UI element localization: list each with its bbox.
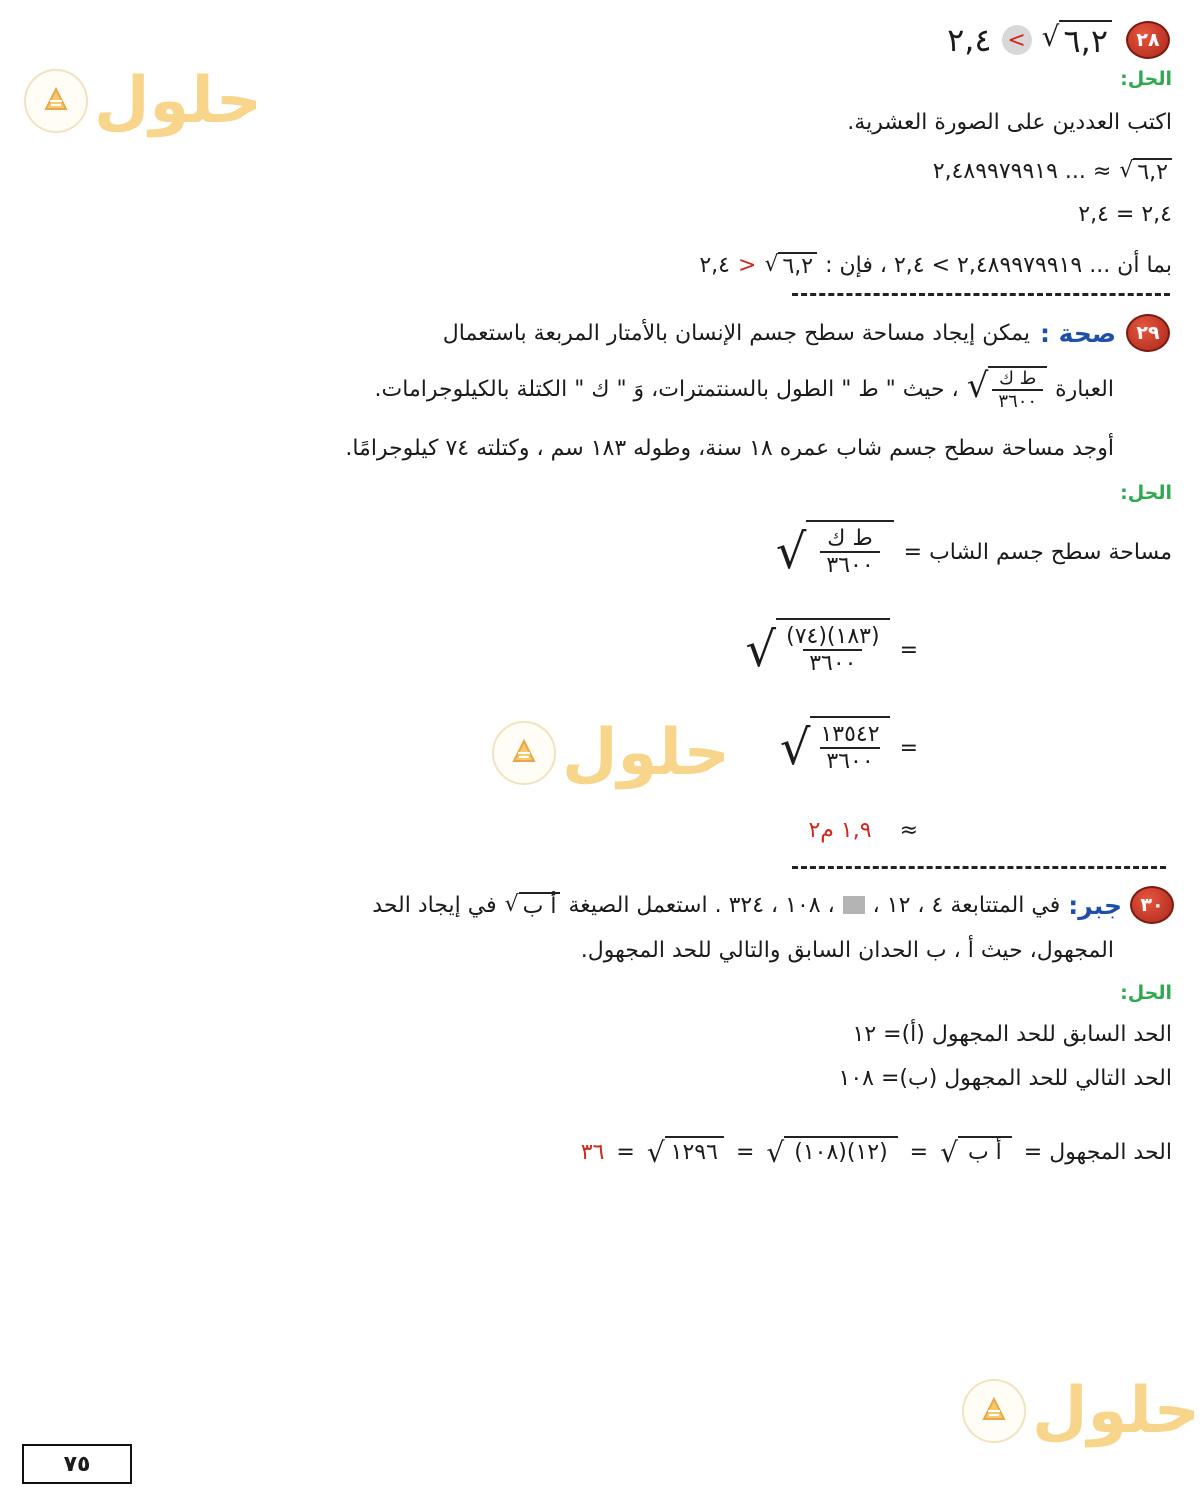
- divider: [792, 866, 1166, 869]
- q28-line1: اكتب العددين على الصورة العشرية.: [847, 110, 1172, 135]
- watermark-text: حلول: [562, 716, 730, 790]
- q28-line4-lt: <: [738, 253, 757, 278]
- q28-expression: [947, 20, 1112, 60]
- q30-formula-sqrt: √ أ ب: [505, 892, 561, 919]
- book-icon: [492, 721, 556, 785]
- q30-text2: المجهول، حيث أ ، ب الحدان السابق والتالي للحد المجهول.: [580, 938, 1114, 963]
- q29-text1: يمكن إيجاد مساحة سطح جسم الإنسان بالأمتار المربعة باستعمال: [442, 320, 1030, 346]
- q29-step3-den: ٣٦٠٠: [820, 747, 879, 774]
- q30-eq2: =: [735, 1140, 755, 1165]
- book-icon: [24, 69, 88, 133]
- q29-text2-a: العبارة: [1055, 376, 1114, 402]
- q29-formula-num: ط ك: [999, 368, 1037, 389]
- q30-final-sqrt3: √ ١٢٩٦: [647, 1136, 724, 1169]
- watermark-logo: [492, 716, 730, 790]
- q29-step1-fraction: [806, 520, 893, 584]
- q30-final-r2: (١٠٨)(١٢): [784, 1136, 897, 1169]
- q28-line4-rhs: ٢,٤: [699, 253, 730, 278]
- q30-eq3: =: [616, 1140, 635, 1165]
- q29-text2: [375, 366, 1114, 412]
- page-number: ٧٥: [63, 1451, 91, 1477]
- q29-step1: [776, 520, 1172, 584]
- q30-keyword: جبر:: [1068, 890, 1122, 920]
- q29-number-badge: ٢٩: [1126, 314, 1170, 352]
- q28-head-sqrt: √ ٦,٢: [1042, 20, 1112, 60]
- watermark-logo: [962, 1374, 1200, 1448]
- q29-text3: أوجد مساحة سطح جسم شاب عمره ١٨ سنة، وطوله ١٨٣ سم ، وكتلته ٧٤ كيلوجرامًا.: [345, 436, 1114, 461]
- q29-result-line: [808, 818, 918, 843]
- q30-final-sqrt1: √ أ ب: [940, 1136, 1012, 1169]
- q29-formula-sqrt: √ $\frac{\text{ط ك}}{٣٦٠٠}$: [967, 366, 1047, 412]
- unknown-term-box: [843, 896, 865, 914]
- divider: [792, 293, 1170, 296]
- q29-header: [443, 314, 1170, 352]
- q29-formula-den: ٣٦٠٠: [992, 389, 1043, 412]
- q29-step1-num: ط ك: [827, 526, 873, 551]
- q29-approx: ≈: [899, 818, 918, 843]
- q29-step1-sqrt: √ $\frac{\text{ط ك}}{٣٦٠٠}$: [776, 520, 894, 584]
- q30-final-line: [581, 1136, 1172, 1169]
- q28-line3: ٢,٤ = ٢,٤: [1078, 202, 1172, 227]
- q30-header: [372, 886, 1174, 924]
- q29-step2-fraction: [776, 618, 889, 682]
- watermark-text: حلول: [1032, 1374, 1200, 1448]
- q29-keyword: صحة :: [1039, 318, 1116, 348]
- q30-solution-label: الحل:: [1120, 982, 1172, 1004]
- q29-step2-eq: =: [899, 637, 918, 663]
- q30-final-r1: أ ب: [958, 1136, 1012, 1169]
- q30-formula: أ ب: [519, 892, 561, 919]
- q29-step3: [780, 716, 918, 780]
- q30-final-label: الحد المجهول =: [1023, 1140, 1172, 1165]
- q28-line4: [699, 252, 1172, 279]
- q29-step3-eq: =: [899, 735, 918, 761]
- q30-final-r3: ١٢٩٦: [665, 1136, 724, 1169]
- q29-step2: [746, 618, 918, 682]
- q30-next: الحد التالي للحد المجهول (ب)= ١٠٨: [838, 1066, 1172, 1091]
- q30-number-badge: ٣٠: [1130, 886, 1174, 924]
- q28-line4-text: بما أن ... ٢,٤٨٩٩٧٩٩١٩ > ٢,٤ ، فإن :: [825, 253, 1172, 278]
- q29-step1-den: ٣٦٠٠: [820, 551, 879, 578]
- q30-final-result: ٣٦: [580, 1140, 605, 1165]
- watermark-text: حلول: [94, 64, 262, 138]
- q28-header: [947, 20, 1170, 60]
- q28-line2-rhs: ≈ ... ٢,٤٨٩٩٧٩٩١٩: [932, 159, 1112, 184]
- q30-text1-b: ، ١٠٨ ، ٣٢٤ . استعمل الصيغة: [568, 892, 835, 918]
- book-icon: [962, 1379, 1026, 1443]
- q28-solution-label: الحل:: [1120, 68, 1172, 90]
- q30-prev: الحد السابق للحد المجهول (أ)= ١٢: [852, 1022, 1172, 1047]
- q29-step3-fraction: [810, 716, 889, 780]
- compare-circle-icon: <: [1002, 25, 1032, 55]
- q28-head-radicand: ٦,٢: [1059, 20, 1112, 60]
- q30-eq1: =: [909, 1140, 929, 1165]
- q29-text2-b: ، حيث " ط " الطول بالسنتمترات، وَ " ك " الكتلة بالكيلوجرامات.: [374, 376, 959, 402]
- q29-formula-fraction: [988, 366, 1047, 412]
- q29-step2-num: (٧٤)(١٨٣): [786, 624, 880, 649]
- watermark-logo: [24, 64, 262, 138]
- page-number-box: [22, 1444, 132, 1484]
- q29-result: ١,٩ م٢: [808, 818, 872, 843]
- q28-line2-sqrt: √ ٦,٢: [1119, 158, 1172, 185]
- q28-line2-radicand: ٦,٢: [1133, 158, 1172, 185]
- q30-text1-c: في إيجاد الحد: [372, 892, 497, 918]
- q29-step3-num: ١٣٥٤٢: [820, 722, 880, 747]
- q28-head-rhs: ٢,٤: [947, 21, 992, 59]
- q29-step1-label: مساحة سطح جسم الشاب =: [903, 539, 1172, 565]
- q30-text1-a: في المتتابعة ٤ ، ١٢ ،: [872, 892, 1061, 918]
- q29-solution-label: الحل:: [1120, 482, 1172, 504]
- q30-final-sqrt2: √ (١٠٨)(١٢): [766, 1136, 897, 1169]
- q29-step2-sqrt: √ $\frac{(٧٤)(١٨٣)}{٣٦٠٠}$: [746, 618, 890, 682]
- q28-line4-sqrt: √ ٦,٢: [764, 252, 817, 279]
- q28-line2: [933, 158, 1172, 185]
- q29-step3-sqrt: √ $\frac{١٣٥٤٢}{٣٦٠٠}$: [780, 716, 890, 780]
- q28-line4-radicand: ٦,٢: [778, 252, 817, 279]
- q29-step2-den: ٣٦٠٠: [803, 649, 862, 676]
- q28-number-badge: ٢٨: [1126, 21, 1170, 59]
